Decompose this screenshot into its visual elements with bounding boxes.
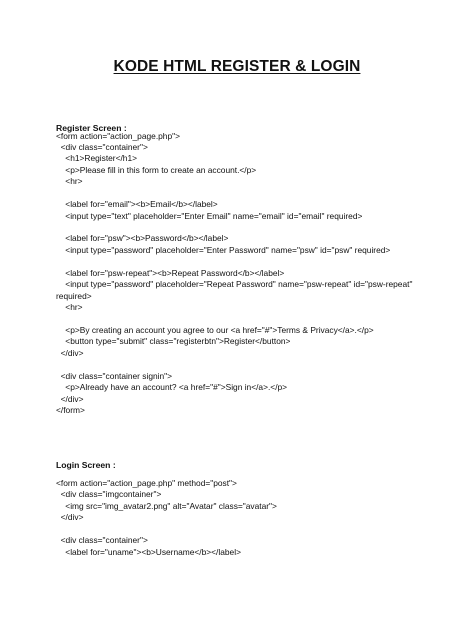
code-line: <form action="action_page.php" method="post"> (56, 478, 237, 488)
code-line (56, 314, 426, 325)
code-line: <input type="password" placeholder="Enter Password" name="psw" id="psw" required> (56, 244, 391, 255)
code-line (56, 222, 426, 233)
code-line: <div class="container"> (56, 535, 148, 546)
code-line: <label for="psw"><b>Password</b></label> (56, 233, 229, 244)
code-line: <div class="container"> (56, 141, 148, 152)
code-line: </div> (56, 393, 84, 404)
register-screen-heading: Register Screen : (56, 123, 127, 133)
code-line: <label for="email"><b>Email</b></label> (56, 199, 218, 210)
code-line: <input type="text" placeholder="Enter Email" name="email" id="email" required> (56, 210, 363, 221)
code-line (56, 188, 426, 199)
code-line: <label for="psw-repeat"><b>Repeat Password</b></label> (56, 267, 285, 278)
code-line: <div class="imgcontainer"> (56, 489, 162, 500)
code-line: </div> (56, 347, 84, 358)
login-code-block (56, 478, 426, 558)
code-line: <img src="img_avatar2.png" alt="Avatar" class="avatar"> (56, 500, 277, 511)
code-line: <input type="password" placeholder="Repeat Password" name="psw-repeat" id="psw-repeat" (56, 279, 413, 290)
code-line: <label for="uname"><b>Username</b></label> (56, 546, 241, 557)
code-line: <form action="action_page.php"> (56, 130, 180, 141)
code-line: <button type="submit" class="registerbtn">Register</button> (56, 336, 291, 347)
code-line: <p>Please fill in this form to create an account.</p> (56, 164, 257, 175)
code-line: <p>Already have an account? <a href="#">Sign in</a>.</p> (56, 382, 288, 393)
code-line: </div> (56, 512, 84, 523)
code-line: </form> (56, 405, 85, 415)
code-line: <p>By creating an account you agree to our <a href="#">Terms & Privacy</a>.</p> (56, 324, 374, 335)
register-code-block (56, 131, 426, 417)
login-screen-heading: Login Screen : (56, 460, 116, 470)
code-line: <hr> (56, 302, 83, 313)
code-line: <h1>Register</h1> (56, 153, 138, 164)
code-line (56, 524, 426, 535)
code-line (56, 256, 426, 267)
code-line: <hr> (56, 176, 83, 187)
document-title: KODE HTML REGISTER & LOGIN (113, 58, 361, 75)
code-line: required> (56, 290, 92, 301)
code-line: <div class="container signin"> (56, 370, 173, 381)
code-line (56, 359, 426, 370)
